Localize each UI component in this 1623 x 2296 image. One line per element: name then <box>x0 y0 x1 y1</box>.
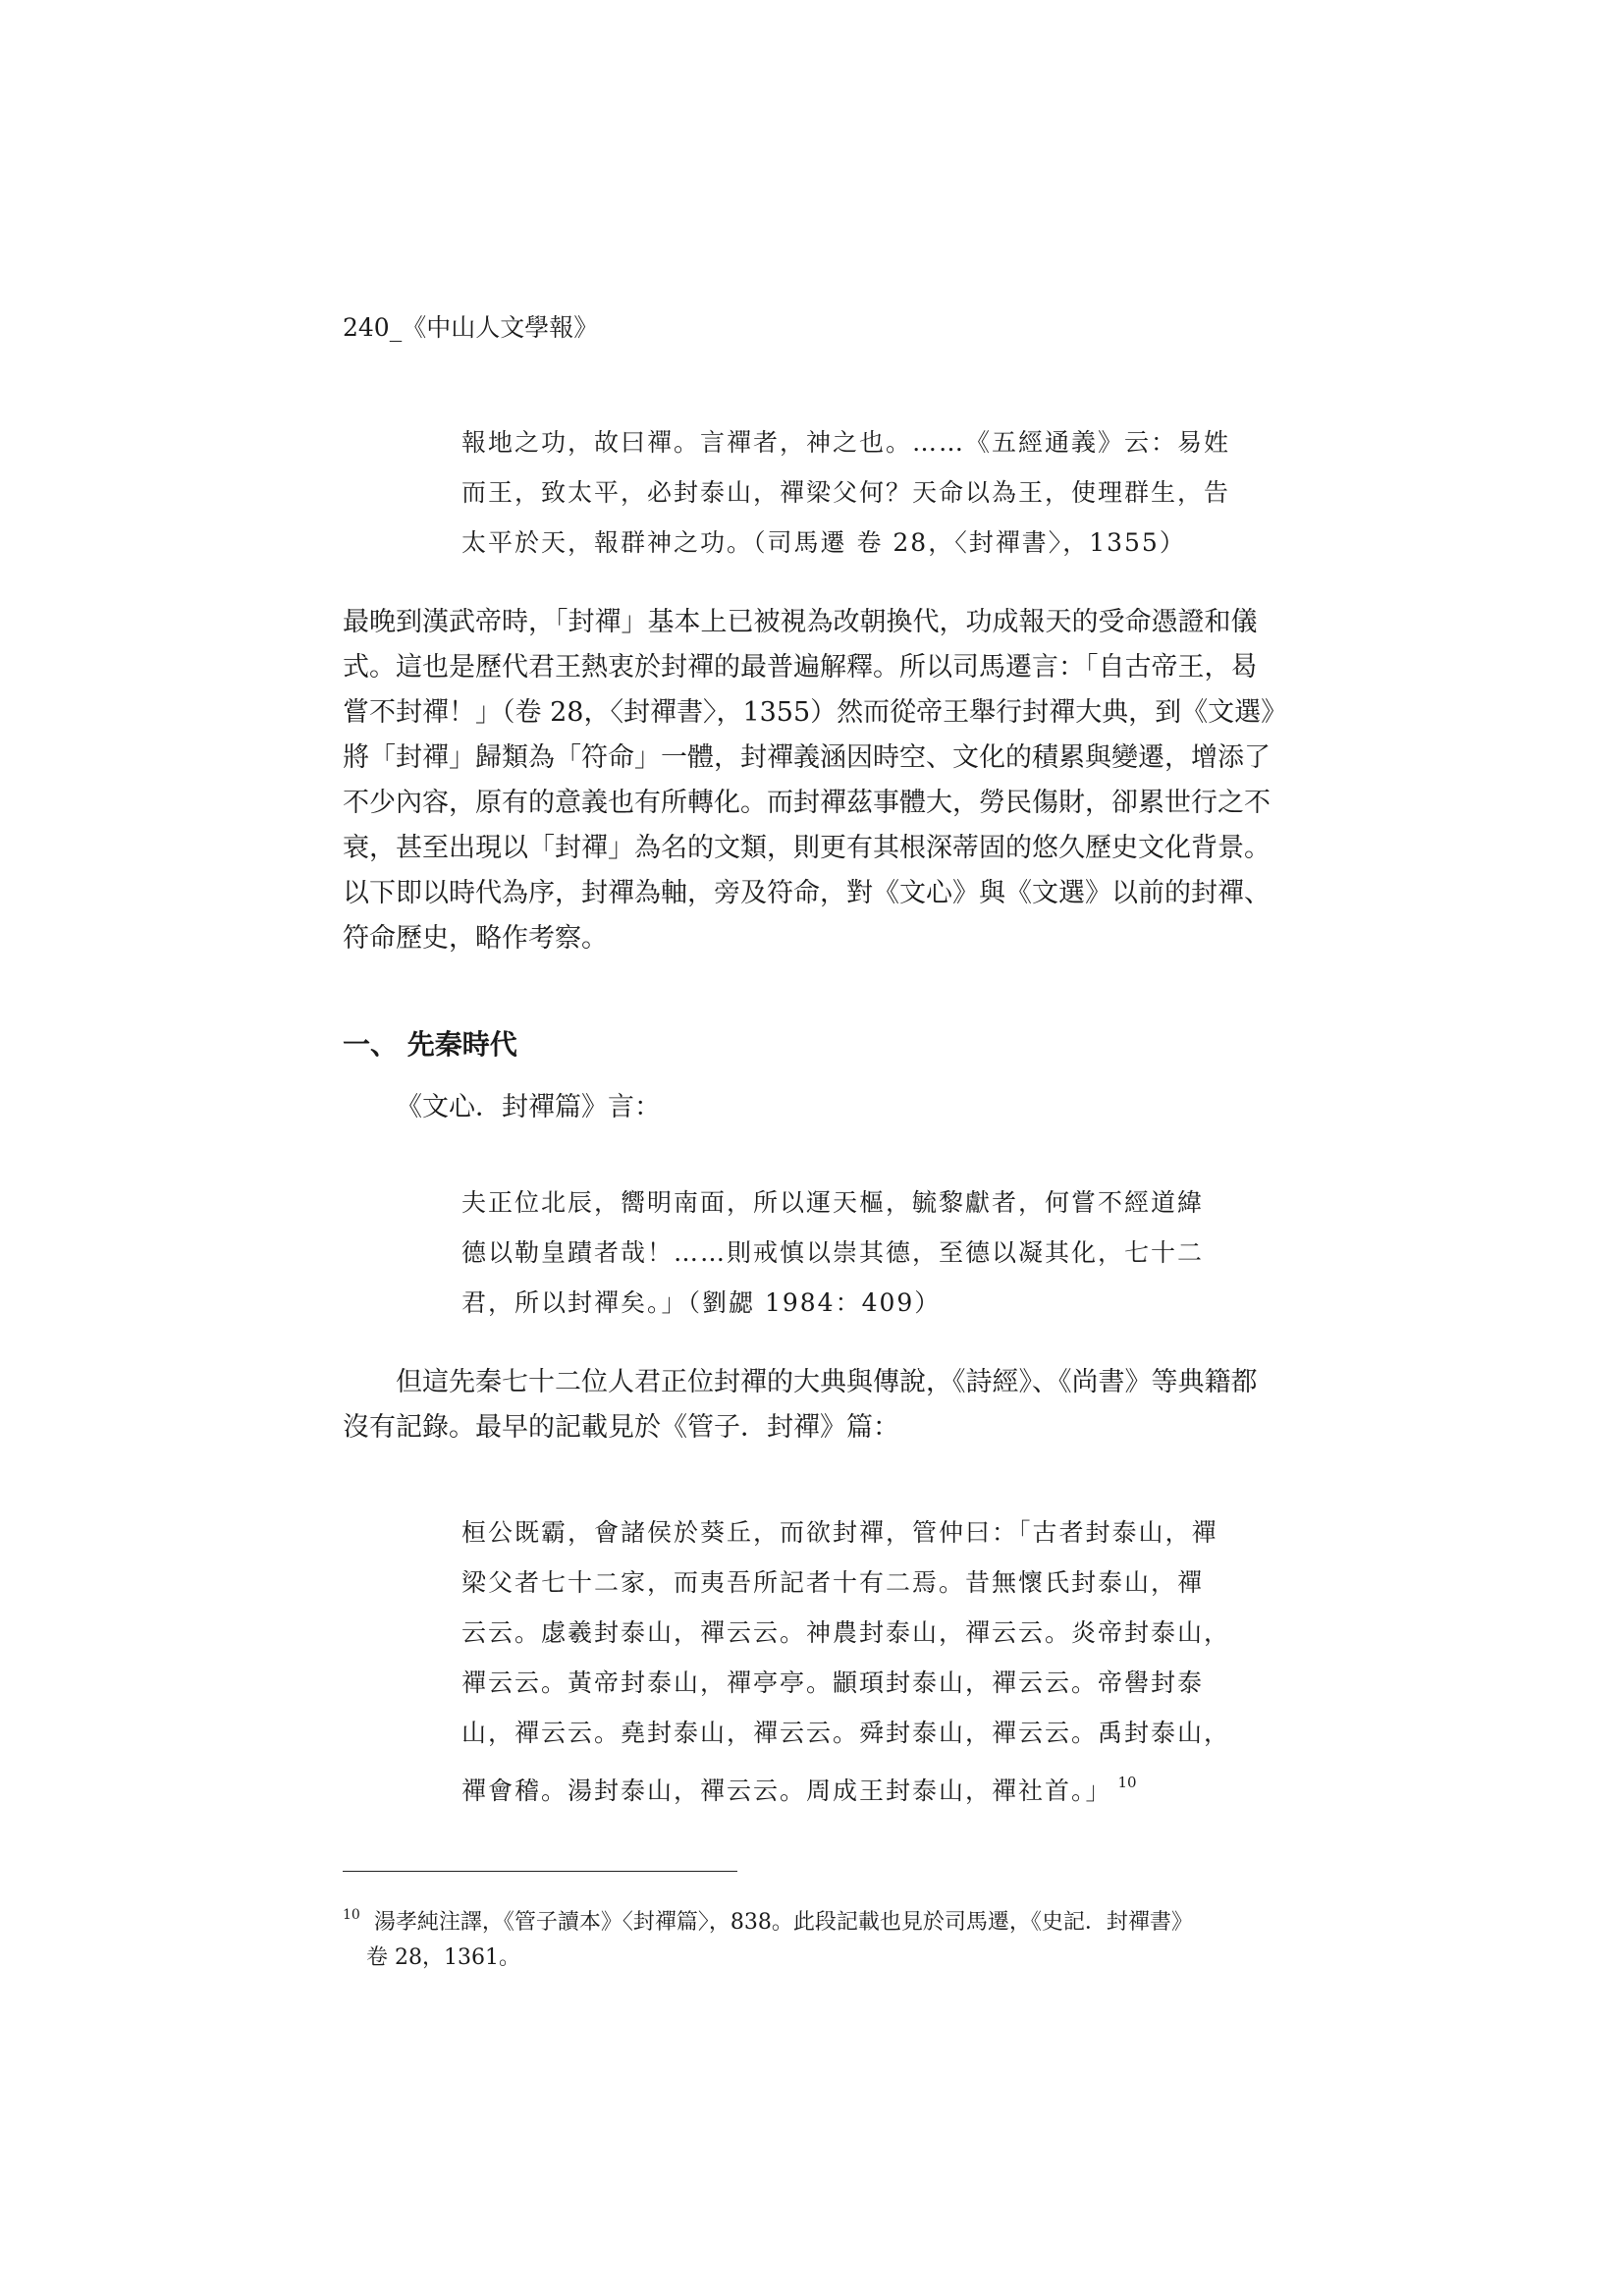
quote-line: 太平於天，報群神之功。（司馬遷 卷 28，〈封禪書〉，1355） <box>461 528 1186 557</box>
footnote-reference[interactable]: 10 <box>1117 1774 1137 1791</box>
quote-line: 君，所以封禪矣。」（劉勰 1984：409） <box>461 1288 942 1317</box>
footnote-10 <box>343 1897 1305 1976</box>
footnote-divider <box>343 1871 737 1872</box>
quote-line: 山，禪云云。堯封泰山，禪云云。舜封泰山，禪云云。禹封泰山， <box>461 1719 1231 1747</box>
footnote-line: 卷 28，1361。 <box>366 1945 520 1970</box>
quote-line: 報地之功，故曰禪。言禪者，神之也。……《五經通義》云：易姓 <box>461 428 1231 457</box>
section-intro: 《文心．封禪篇》言： <box>396 1092 661 1122</box>
body-paragraph-han-wudi <box>343 600 1300 961</box>
footnote-number: 10 <box>343 1907 360 1923</box>
text-line: 不少內容，原有的意義也有所轉化。而封禪茲事體大，勞民傷財，卻累世行之不 <box>343 788 1271 818</box>
text-line: 沒有記錄。最早的記載見於《管子．封禪》篇： <box>343 1412 899 1443</box>
footnote-text: 湯孝純注譯，《管子讀本》〈封禪篇〉，838。此段記載也見於司馬遷，《史記．封禪書》 <box>373 1910 1193 1935</box>
quote-line: 夫正位北辰，嚮明南面，所以運天樞，毓黎獻者，何嘗不經道緯 <box>461 1188 1205 1217</box>
text-line: 嘗不封禪！」（卷 28，〈封禪書〉，1355）然而從帝王舉行封禪大典，到《文選》 <box>343 697 1288 728</box>
block-quote-guanzi <box>461 1507 1231 1816</box>
quote-line-text: 禪會稽。湯封泰山，禪云云。周成王封泰山，禪社首。」 <box>461 1777 1112 1805</box>
text-line: 衰，甚至出現以「封禪」為名的文類，則更有其根深蒂固的悠久歷史文化背景。 <box>343 833 1271 863</box>
block-quote-wujing-tongyi <box>461 417 1231 568</box>
quote-line: 而王，致太平，必封泰山，禪梁父何？天命以為王，使理群生，告 <box>461 478 1231 507</box>
text-line: 最晚到漢武帝時，「封禪」基本上已被視為改朝換代，功成報天的受命憑證和儀 <box>343 607 1258 637</box>
text-line: 式。這也是歷代君王熱衷於封禪的最普遍解釋。所以司馬遷言：「自古帝王，曷 <box>343 652 1258 683</box>
text-line: 以下即以時代為序，封禪為軸，旁及符命，對《文心》與《文選》以前的封禪、 <box>343 878 1271 908</box>
text-line: 將「封禪」歸類為「符命」一體，封禪義涵因時空、文化的積累與變遷，增添了 <box>343 742 1271 773</box>
section-heading: 一、 先秦時代 <box>343 1028 517 1061</box>
block-quote-wenxin <box>461 1177 1217 1328</box>
quote-line <box>461 1758 1217 1816</box>
quote-line: 梁父者七十二家，而夷吾所記者十有二焉。昔無懷氏封泰山，禪 <box>461 1568 1205 1597</box>
quote-line: 桓公既霸，會諸侯於葵丘，而欲封禪，管仲曰：「古者封泰山，禪 <box>461 1518 1218 1547</box>
footnote-line <box>343 1897 1305 1941</box>
text-line: 但這先秦七十二位人君正位封禪的大典與傳說，《詩經》、《尚書》等典籍都 <box>343 1367 1258 1397</box>
quote-line: 禪云云。黃帝封泰山，禪亭亭。顓頊封泰山，禪云云。帝嚳封泰 <box>461 1668 1205 1697</box>
body-paragraph-xianqin <box>343 1360 1300 1450</box>
quote-line: 德以勒皇蹟者哉！……則戒慎以崇其德，至德以凝其化，七十二 <box>461 1238 1205 1267</box>
quote-line: 云云。虙羲封泰山，禪云云。神農封泰山，禪云云。炎帝封泰山， <box>461 1618 1231 1647</box>
running-head: 240_《中山人文學報》 <box>343 313 599 342</box>
text-line: 符命歷史，略作考察。 <box>343 923 608 954</box>
